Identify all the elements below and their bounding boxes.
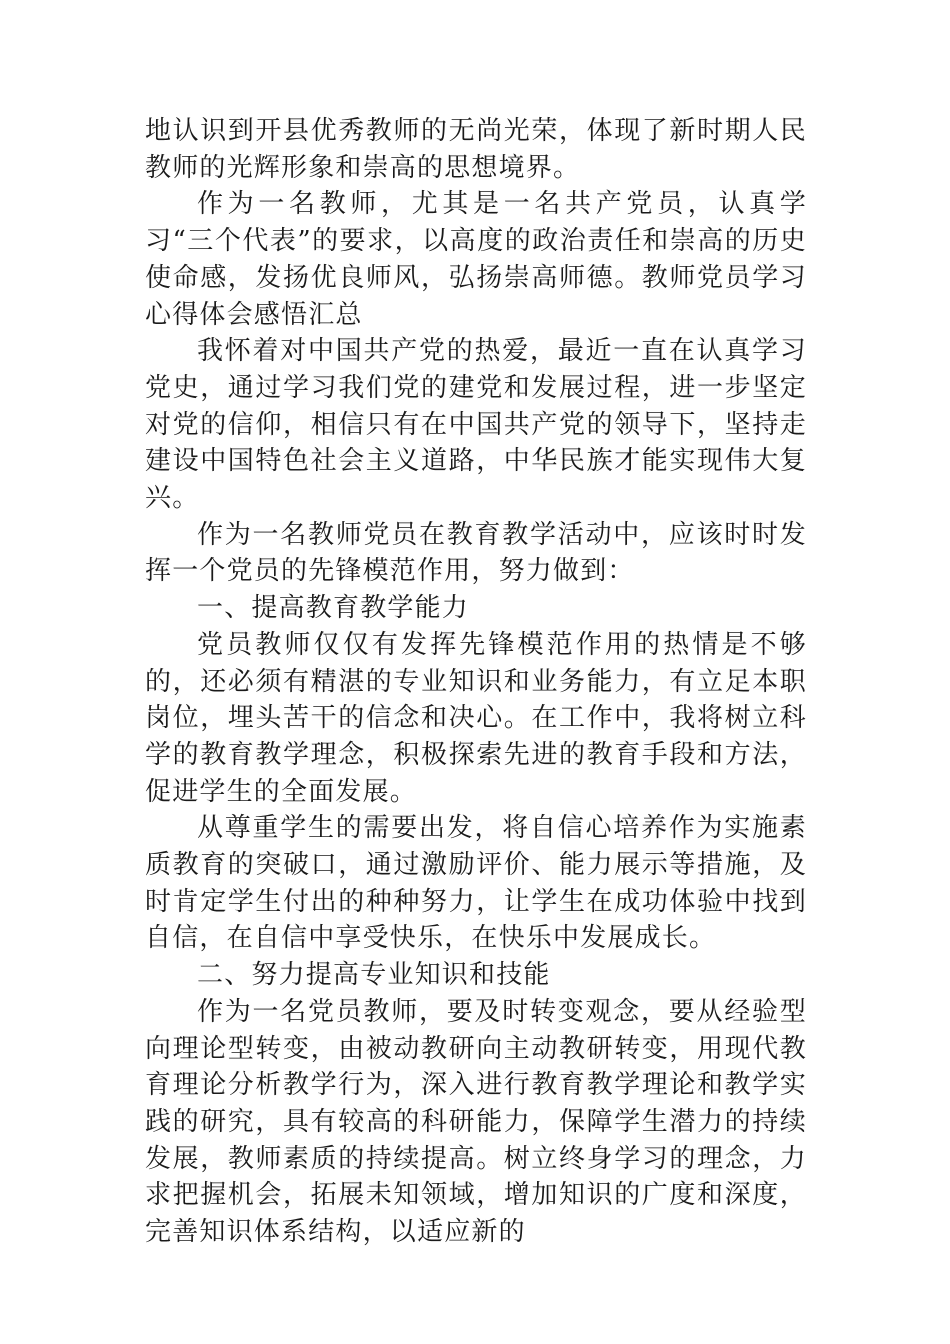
paragraph-5: 党员教师仅仅有发挥先锋模范作用的热情是不够的，还必须有精湛的专业知识和业务能力，有立足本职岗位，埋头苦干的信念和决心。在工作中，我将树立科学的教育教学理念，积极探索先进的教育手段和方法，促进学生的全面发展。: [145, 629, 807, 807]
paragraph-3: 我怀着对中国共产党的热爱，最近一直在认真学习党史，通过学习我们党的建党和发展过程，进一步坚定对党的信仰，相信只有在中国共产党的领导下，坚持走建设中国特色社会主义道路，中华民族才能实现伟大复兴。: [145, 336, 807, 514]
paragraph-2: 作为一名教师，尤其是一名共产党员，认真学习“三个代表”的要求，以高度的政治责任和崇高的历史使命感，发扬优良师风，弘扬崇高师德。教师党员学习心得体会感悟汇总: [145, 189, 807, 330]
document-body: [145, 113, 807, 1251]
section-heading-1: 一、提高教育教学能力: [197, 593, 470, 624]
section-heading-2: 二、努力提高专业知识和技能: [197, 960, 551, 991]
paragraph-4: 作为一名教师党员在教育教学活动中，应该时时发挥一个党员的先锋模范作用，努力做到：: [145, 519, 807, 587]
paragraph-1: 地认识到开县优秀教师的无尚光荣，体现了新时期人民教师的光辉形象和崇高的思想境界。: [145, 116, 807, 183]
paragraph-6: 从尊重学生的需要出发，将自信心培养作为实施素质教育的突破口，通过激励评价、能力展示等措施，及时肯定学生付出的种种努力，让学生在成功体验中找到自信，在自信中享受快乐，在快乐中发展成长。: [145, 813, 807, 954]
paragraph-7: 作为一名党员教师，要及时转变观念，要从经验型向理论型转变，由被动教研向主动教研转变，用现代教育理论分析教学行为，深入进行教育教学理论和教学实践的研究，具有较高的科研能力，保障学生潜力的持续发展，教师素质的持续提高。树立终身学习的理念，力求把握机会，拓展未知领域，增加知识的广度和深度，完善知识体系结构，以适应新的: [145, 996, 807, 1248]
